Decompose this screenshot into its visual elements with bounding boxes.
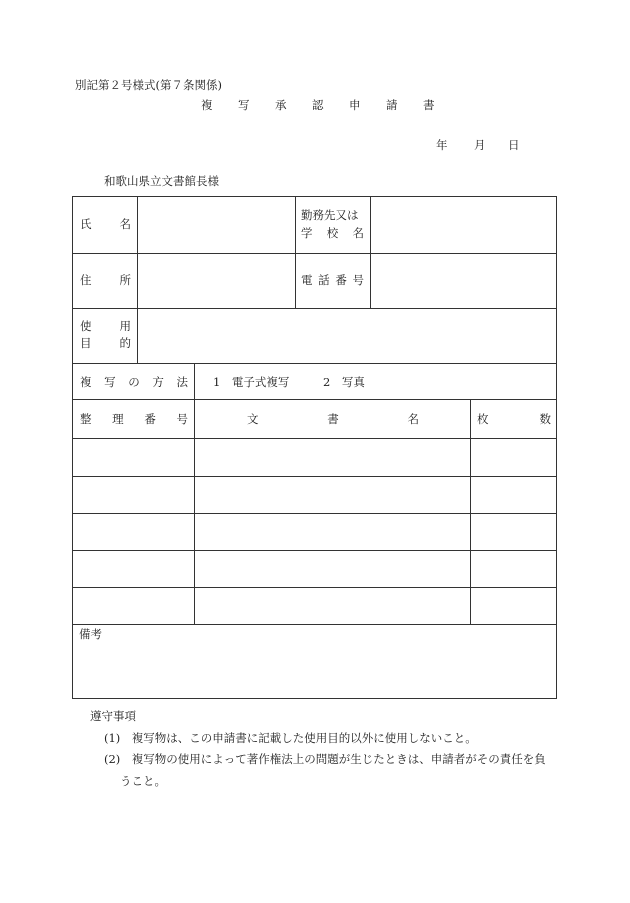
workplace-label-line2 — [301, 228, 364, 240]
date-day: 日 — [508, 138, 520, 152]
workplace-label-line1: 勤務先又は — [301, 208, 359, 222]
copy-method-label-char: 法 — [176, 375, 188, 389]
col-header-number — [80, 414, 188, 426]
phone-label — [301, 275, 364, 287]
col-header-char: 番 — [144, 412, 156, 426]
col-header-char: 号 — [176, 412, 188, 426]
copy-method-label-char: 複 — [80, 375, 92, 389]
copy-method-label — [80, 377, 188, 389]
note-item-2-line1: (2) 複写物の使用によって著作権法上の問題が生じたときは、申請者がその責任を負 — [104, 752, 546, 766]
purpose-label-char: 的 — [119, 336, 131, 350]
title-char: 書 — [423, 98, 435, 112]
table-row[interactable] — [74, 588, 556, 624]
table-row[interactable] — [74, 477, 556, 513]
addressee: 和歌山県立文書館長様 — [104, 174, 219, 188]
remarks-field[interactable] — [74, 643, 556, 697]
form-reference: 別記第２号様式(第７条関係) — [75, 78, 222, 92]
title-char: 申 — [349, 98, 361, 112]
phone-field[interactable] — [371, 254, 556, 308]
remarks-label: 備考 — [79, 627, 102, 641]
name-label-char: 氏 — [80, 217, 92, 231]
date-line — [436, 140, 520, 152]
application-form-table — [72, 196, 557, 699]
title-char: 写 — [238, 98, 250, 112]
name-field[interactable] — [138, 198, 294, 252]
table-row[interactable] — [74, 551, 556, 587]
workplace-field[interactable] — [371, 198, 556, 252]
notes-heading: 遵守事項 — [90, 709, 136, 723]
title-char: 認 — [312, 98, 324, 112]
compliance-notes — [90, 711, 546, 797]
col-header-char: 文 — [247, 412, 259, 426]
col-header-char: 整 — [80, 412, 92, 426]
copy-method-label-char: の — [128, 375, 140, 389]
col-header-char: 書 — [327, 412, 339, 426]
name-label — [80, 219, 131, 231]
purpose-label-char: 使 — [80, 319, 92, 333]
purpose-field[interactable] — [138, 309, 556, 363]
date-year: 年 — [436, 138, 448, 152]
table-row[interactable] — [74, 514, 556, 550]
phone-label-char: 番 — [335, 273, 347, 287]
note-item-1: (1) 複写物は、この申請書に記載した使用目的以外に使用しないこと。 — [104, 730, 477, 745]
purpose-label-char: 用 — [119, 319, 131, 333]
note-item-2-line2: うこと。 — [120, 773, 166, 788]
copy-method-label-char: 写 — [104, 375, 116, 389]
phone-label-char: 話 — [318, 273, 330, 287]
col-header-count — [477, 414, 551, 426]
col-header-char: 理 — [112, 412, 124, 426]
copy-method-option-photo[interactable]: 2 写真 — [323, 375, 365, 389]
purpose-label-line1 — [80, 321, 131, 333]
table-row[interactable] — [74, 439, 556, 476]
col-header-char: 枚 — [477, 412, 489, 426]
purpose-label-line2 — [80, 338, 131, 350]
copy-method-label-char: 方 — [152, 375, 164, 389]
title-char: 複 — [201, 98, 213, 112]
workplace-label-char: 校 — [326, 226, 339, 240]
title-char: 承 — [275, 98, 287, 112]
name-label-char: 名 — [119, 217, 131, 231]
title-char: 請 — [386, 98, 398, 112]
col-header-char: 数 — [539, 412, 551, 426]
workplace-label-char: 名 — [352, 226, 364, 240]
copy-method-option-electronic[interactable]: 1 電子式複写 — [213, 375, 290, 389]
address-label — [80, 275, 131, 287]
page-title — [201, 100, 460, 112]
workplace-label-char: 学 — [301, 226, 313, 240]
address-label-char: 所 — [119, 273, 131, 287]
col-header-title — [247, 414, 419, 426]
phone-label-char: 電 — [301, 273, 313, 287]
address-label-char: 住 — [80, 273, 92, 287]
purpose-label-char: 目 — [80, 336, 92, 350]
address-field[interactable] — [138, 254, 294, 308]
phone-label-char: 号 — [352, 273, 364, 287]
col-header-char: 名 — [407, 412, 419, 426]
date-month: 月 — [474, 138, 486, 152]
